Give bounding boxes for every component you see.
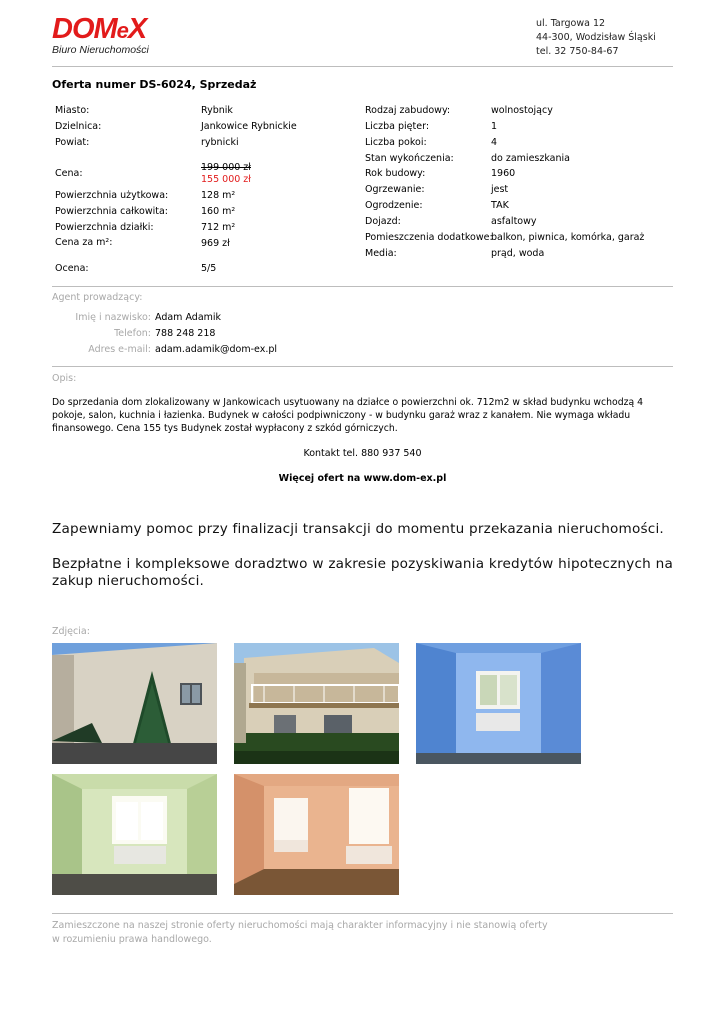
house-balcony-image: [234, 643, 399, 764]
photos-section-label: Zdjęcia:: [52, 626, 90, 637]
detail-value-rooms: 4: [491, 137, 498, 148]
detail-value-plot-area: 712 m²: [201, 222, 236, 233]
detail-label-building-type: Rodzaj zabudowy:: [365, 105, 451, 116]
description-text: Do sprzedania dom zlokalizowany w Jankowicach usytuowany na działce o powierzchni ok. 712m2 w skład budynku wchodzą 4 pokoje, salon, kuchnia i łazienka. Budynek w całości podpiwniczony - w budynku garaż wraz z kanałem. Nie wymaga wkładu finansowego. Cena 155 tys Budynek został wypłacony z szkód górniczych.: [52, 397, 644, 435]
detail-label-county: Powiat:: [55, 137, 90, 148]
detail-value-city: Rybnik: [201, 105, 233, 116]
detail-label-total-area: Powierzchnia całkowita:: [55, 206, 168, 217]
photo-blue-room[interactable]: [416, 643, 581, 764]
agent-email[interactable]: adam.adamik@dom-ex.pl: [155, 344, 278, 355]
green-room-image: [52, 774, 217, 895]
detail-label-price: Cena:: [55, 168, 83, 179]
detail-value-total-area: 160 m²: [201, 206, 236, 217]
house-exterior-image: [52, 643, 217, 764]
detail-label-condition: Stan wykończenia:: [365, 153, 454, 164]
peach-room-image: [234, 774, 399, 895]
address-street: ul. Targowa 12: [536, 18, 606, 29]
header-divider: [52, 66, 673, 67]
agent-phone-label: Telefon:: [114, 328, 151, 339]
detail-label-year: Rok budowy:: [365, 168, 426, 179]
detail-label-access: Dojazd:: [365, 216, 401, 227]
detail-label-plot-area: Powierzchnia działki:: [55, 222, 154, 233]
detail-label-city: Miasto:: [55, 105, 90, 116]
detail-value-condition: do zamieszkania: [491, 153, 570, 164]
detail-value-rating: 5/5: [201, 263, 217, 274]
blue-room-image: [416, 643, 581, 764]
detail-label-price-per-m2: Cena za m²:: [55, 237, 113, 248]
offer-title: Oferta numer DS-6024, Sprzedaż: [52, 78, 257, 91]
detail-value-county: rybnicki: [201, 137, 239, 148]
detail-value-extra-rooms: balkon, piwnica, komórka, garaż: [491, 232, 645, 243]
detail-label-extra-rooms: Pomieszczenia dodatkowe:: [365, 232, 493, 243]
footer-disclaimer-line1: Zamieszczone na naszej stronie oferty nieruchomości mają charakter informacyjny i nie stanowią oferty: [52, 920, 548, 931]
detail-value-old-price: 199 000 zł: [201, 162, 251, 173]
detail-value-floors: 1: [491, 121, 498, 132]
more-offers-link[interactable]: Więcej ofert na www.dom-ex.pl: [278, 473, 447, 484]
contact-phone: Kontakt tel. 880 937 540: [303, 448, 422, 459]
detail-label-district: Dzielnica:: [55, 121, 102, 132]
detail-value-price: 155 000 zł: [201, 174, 251, 185]
footer-divider: [52, 913, 673, 914]
detail-label-rating: Ocena:: [55, 263, 89, 274]
detail-value-utilities: prąd, woda: [491, 248, 545, 259]
photo-house-balcony[interactable]: [234, 643, 399, 764]
company-logo: [52, 14, 149, 56]
description-section-label: Opis:: [52, 373, 77, 384]
detail-label-utilities: Media:: [365, 248, 397, 259]
promo-text-2: Bezpłatne i kompleksowe doradztwo w zakresie pozyskiwania kredytów hipotecznych na zakup nieruchomości.: [52, 556, 673, 589]
agent-email-label: Adres e-mail:: [88, 344, 151, 355]
address-phone: tel. 32 750-84-67: [536, 46, 619, 57]
detail-value-building-type: wolnostojący: [491, 105, 553, 116]
detail-value-district: Jankowice Rybnickie: [201, 121, 297, 132]
agent-phone[interactable]: 788 248 218: [155, 328, 216, 339]
promo-text-1: Zapewniamy pomoc przy finalizacji transakcji do momentu przekazania nieruchomości.: [52, 521, 664, 537]
detail-value-fence: TAK: [491, 200, 509, 211]
footer-disclaimer: [52, 919, 548, 947]
company-address: [536, 17, 656, 59]
detail-label-floors: Liczba pięter:: [365, 121, 430, 132]
detail-value-price-per-m2: 969 zł: [201, 238, 230, 249]
detail-value-heating: jest: [491, 184, 509, 195]
footer-disclaimer-line2: w rozumieniu prawa handlowego.: [52, 934, 212, 945]
photo-peach-room[interactable]: [234, 774, 399, 895]
photo-house-exterior[interactable]: [52, 643, 217, 764]
agent-section-label: Agent prowadzący:: [52, 292, 143, 303]
agent-name-label: Imię i nazwisko:: [75, 312, 151, 323]
photo-green-room[interactable]: [52, 774, 217, 895]
agent-name: Adam Adamik: [155, 312, 222, 323]
detail-label-rooms: Liczba pokoi:: [365, 137, 427, 148]
detail-value-year: 1960: [491, 168, 516, 179]
details-divider: [52, 286, 673, 287]
address-city: 44-300, Wodzisław Śląski: [536, 32, 656, 43]
detail-value-usable-area: 128 m²: [201, 190, 236, 201]
detail-value-access: asfaltowy: [491, 216, 537, 227]
detail-label-heating: Ogrzewanie:: [365, 184, 425, 195]
logo-text: DOMeX: [52, 13, 147, 45]
agent-divider: [52, 366, 673, 367]
logo-subtitle: Biuro Nieruchomości: [52, 44, 149, 56]
detail-label-usable-area: Powierzchnia użytkowa:: [55, 190, 169, 201]
detail-label-fence: Ogrodzenie:: [365, 200, 423, 211]
